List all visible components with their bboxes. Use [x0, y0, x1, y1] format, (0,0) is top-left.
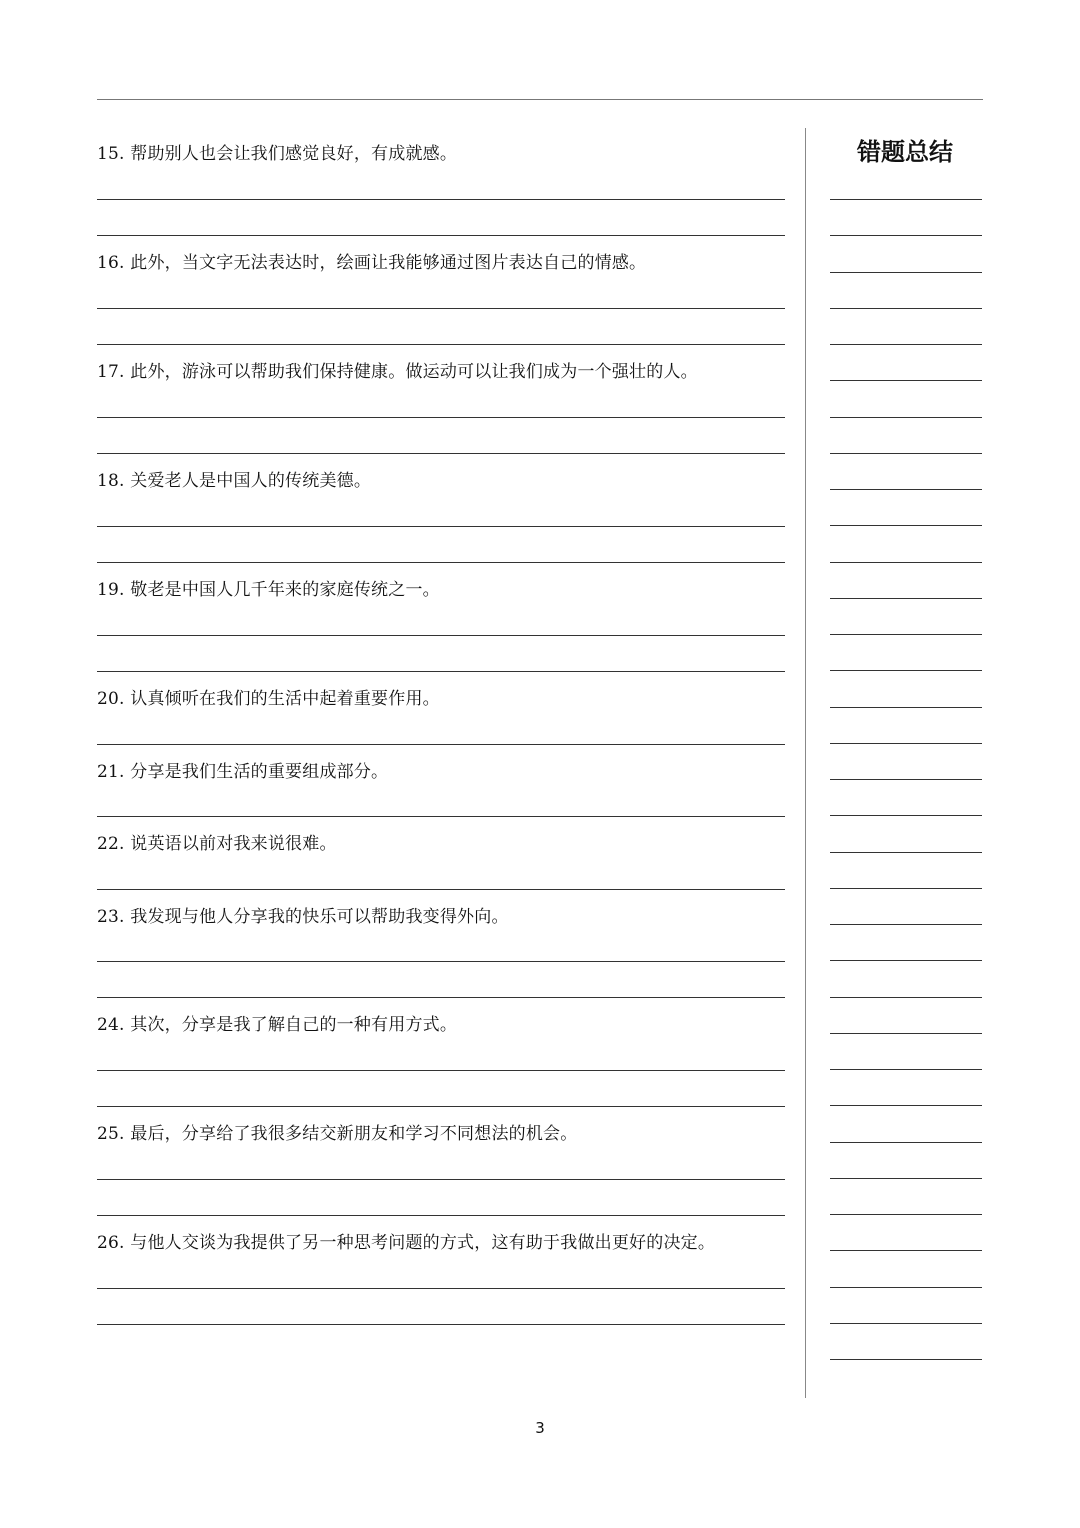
- answer-line[interactable]: [97, 1070, 785, 1071]
- summary-line[interactable]: [830, 308, 982, 309]
- summary-line[interactable]: [830, 1178, 982, 1179]
- summary-line[interactable]: [830, 199, 982, 200]
- answer-line[interactable]: [97, 1179, 785, 1180]
- summary-line[interactable]: [830, 670, 982, 671]
- summary-line[interactable]: [830, 1142, 982, 1143]
- summary-line[interactable]: [830, 924, 982, 925]
- summary-line[interactable]: [830, 852, 982, 853]
- summary-line[interactable]: [830, 1105, 982, 1106]
- summary-line[interactable]: [830, 743, 982, 744]
- summary-line[interactable]: [830, 997, 982, 998]
- answer-line[interactable]: [97, 889, 785, 890]
- summary-line[interactable]: [830, 344, 982, 345]
- summary-line[interactable]: [830, 1287, 982, 1288]
- question-21: 21. 分享是我们生活的重要组成部分。: [97, 762, 389, 782]
- answer-line[interactable]: [97, 199, 785, 200]
- question-23: 23. 我发现与他人分享我的快乐可以帮助我变得外向。: [97, 907, 509, 927]
- summary-line[interactable]: [830, 235, 982, 236]
- summary-line[interactable]: [830, 489, 982, 490]
- answer-line[interactable]: [97, 344, 785, 345]
- summary-line[interactable]: [830, 1214, 982, 1215]
- summary-line[interactable]: [830, 779, 982, 780]
- question-15: 15. 帮助别人也会让我们感觉良好，有成就感。: [97, 144, 458, 164]
- answer-line[interactable]: [97, 997, 785, 998]
- answer-line[interactable]: [97, 526, 785, 527]
- answer-line[interactable]: [97, 308, 785, 309]
- question-24: 24. 其次，分享是我了解自己的一种有用方式。: [97, 1015, 458, 1035]
- answer-line[interactable]: [97, 1106, 785, 1107]
- answer-line[interactable]: [97, 1324, 785, 1325]
- question-20: 20. 认真倾听在我们的生活中起着重要作用。: [97, 689, 440, 709]
- answer-line[interactable]: [97, 816, 785, 817]
- answer-line[interactable]: [97, 1288, 785, 1289]
- summary-line[interactable]: [830, 888, 982, 889]
- summary-line[interactable]: [830, 380, 982, 381]
- answer-line[interactable]: [97, 961, 785, 962]
- answer-line[interactable]: [97, 1215, 785, 1216]
- answer-line[interactable]: [97, 671, 785, 672]
- summary-line[interactable]: [830, 272, 982, 273]
- summary-line[interactable]: [830, 1069, 982, 1070]
- summary-line[interactable]: [830, 525, 982, 526]
- summary-line[interactable]: [830, 815, 982, 816]
- column-divider: [805, 128, 806, 1398]
- summary-line[interactable]: [830, 562, 982, 563]
- question-18: 18. 关爱老人是中国人的传统美德。: [97, 471, 372, 491]
- answer-line[interactable]: [97, 562, 785, 563]
- question-22: 22. 说英语以前对我来说很难。: [97, 834, 337, 854]
- summary-line[interactable]: [830, 707, 982, 708]
- question-25: 25. 最后，分享给了我很多结交新朋友和学习不同想法的机会。: [97, 1124, 578, 1144]
- summary-line[interactable]: [830, 1323, 982, 1324]
- answer-line[interactable]: [97, 453, 785, 454]
- answer-line[interactable]: [97, 744, 785, 745]
- question-17: 17. 此外，游泳可以帮助我们保持健康。做运动可以让我们成为一个强壮的人。: [97, 362, 698, 382]
- summary-line[interactable]: [830, 634, 982, 635]
- summary-line[interactable]: [830, 1250, 982, 1251]
- summary-line[interactable]: [830, 417, 982, 418]
- question-19: 19. 敬老是中国人几千年来的家庭传统之一。: [97, 580, 440, 600]
- summary-line[interactable]: [830, 453, 982, 454]
- page-number: 3: [535, 1419, 545, 1437]
- header-rule: [97, 99, 983, 100]
- summary-line[interactable]: [830, 598, 982, 599]
- summary-line[interactable]: [830, 1033, 982, 1034]
- answer-line[interactable]: [97, 635, 785, 636]
- question-26: 26. 与他人交谈为我提供了另一种思考问题的方式，这有助于我做出更好的决定。: [97, 1233, 716, 1253]
- question-16: 16. 此外，当文字无法表达时，绘画让我能够通过图片表达自己的情感。: [97, 253, 647, 273]
- summary-title: 错题总结: [857, 138, 953, 166]
- answer-line[interactable]: [97, 235, 785, 236]
- summary-line[interactable]: [830, 960, 982, 961]
- answer-line[interactable]: [97, 417, 785, 418]
- summary-line[interactable]: [830, 1359, 982, 1360]
